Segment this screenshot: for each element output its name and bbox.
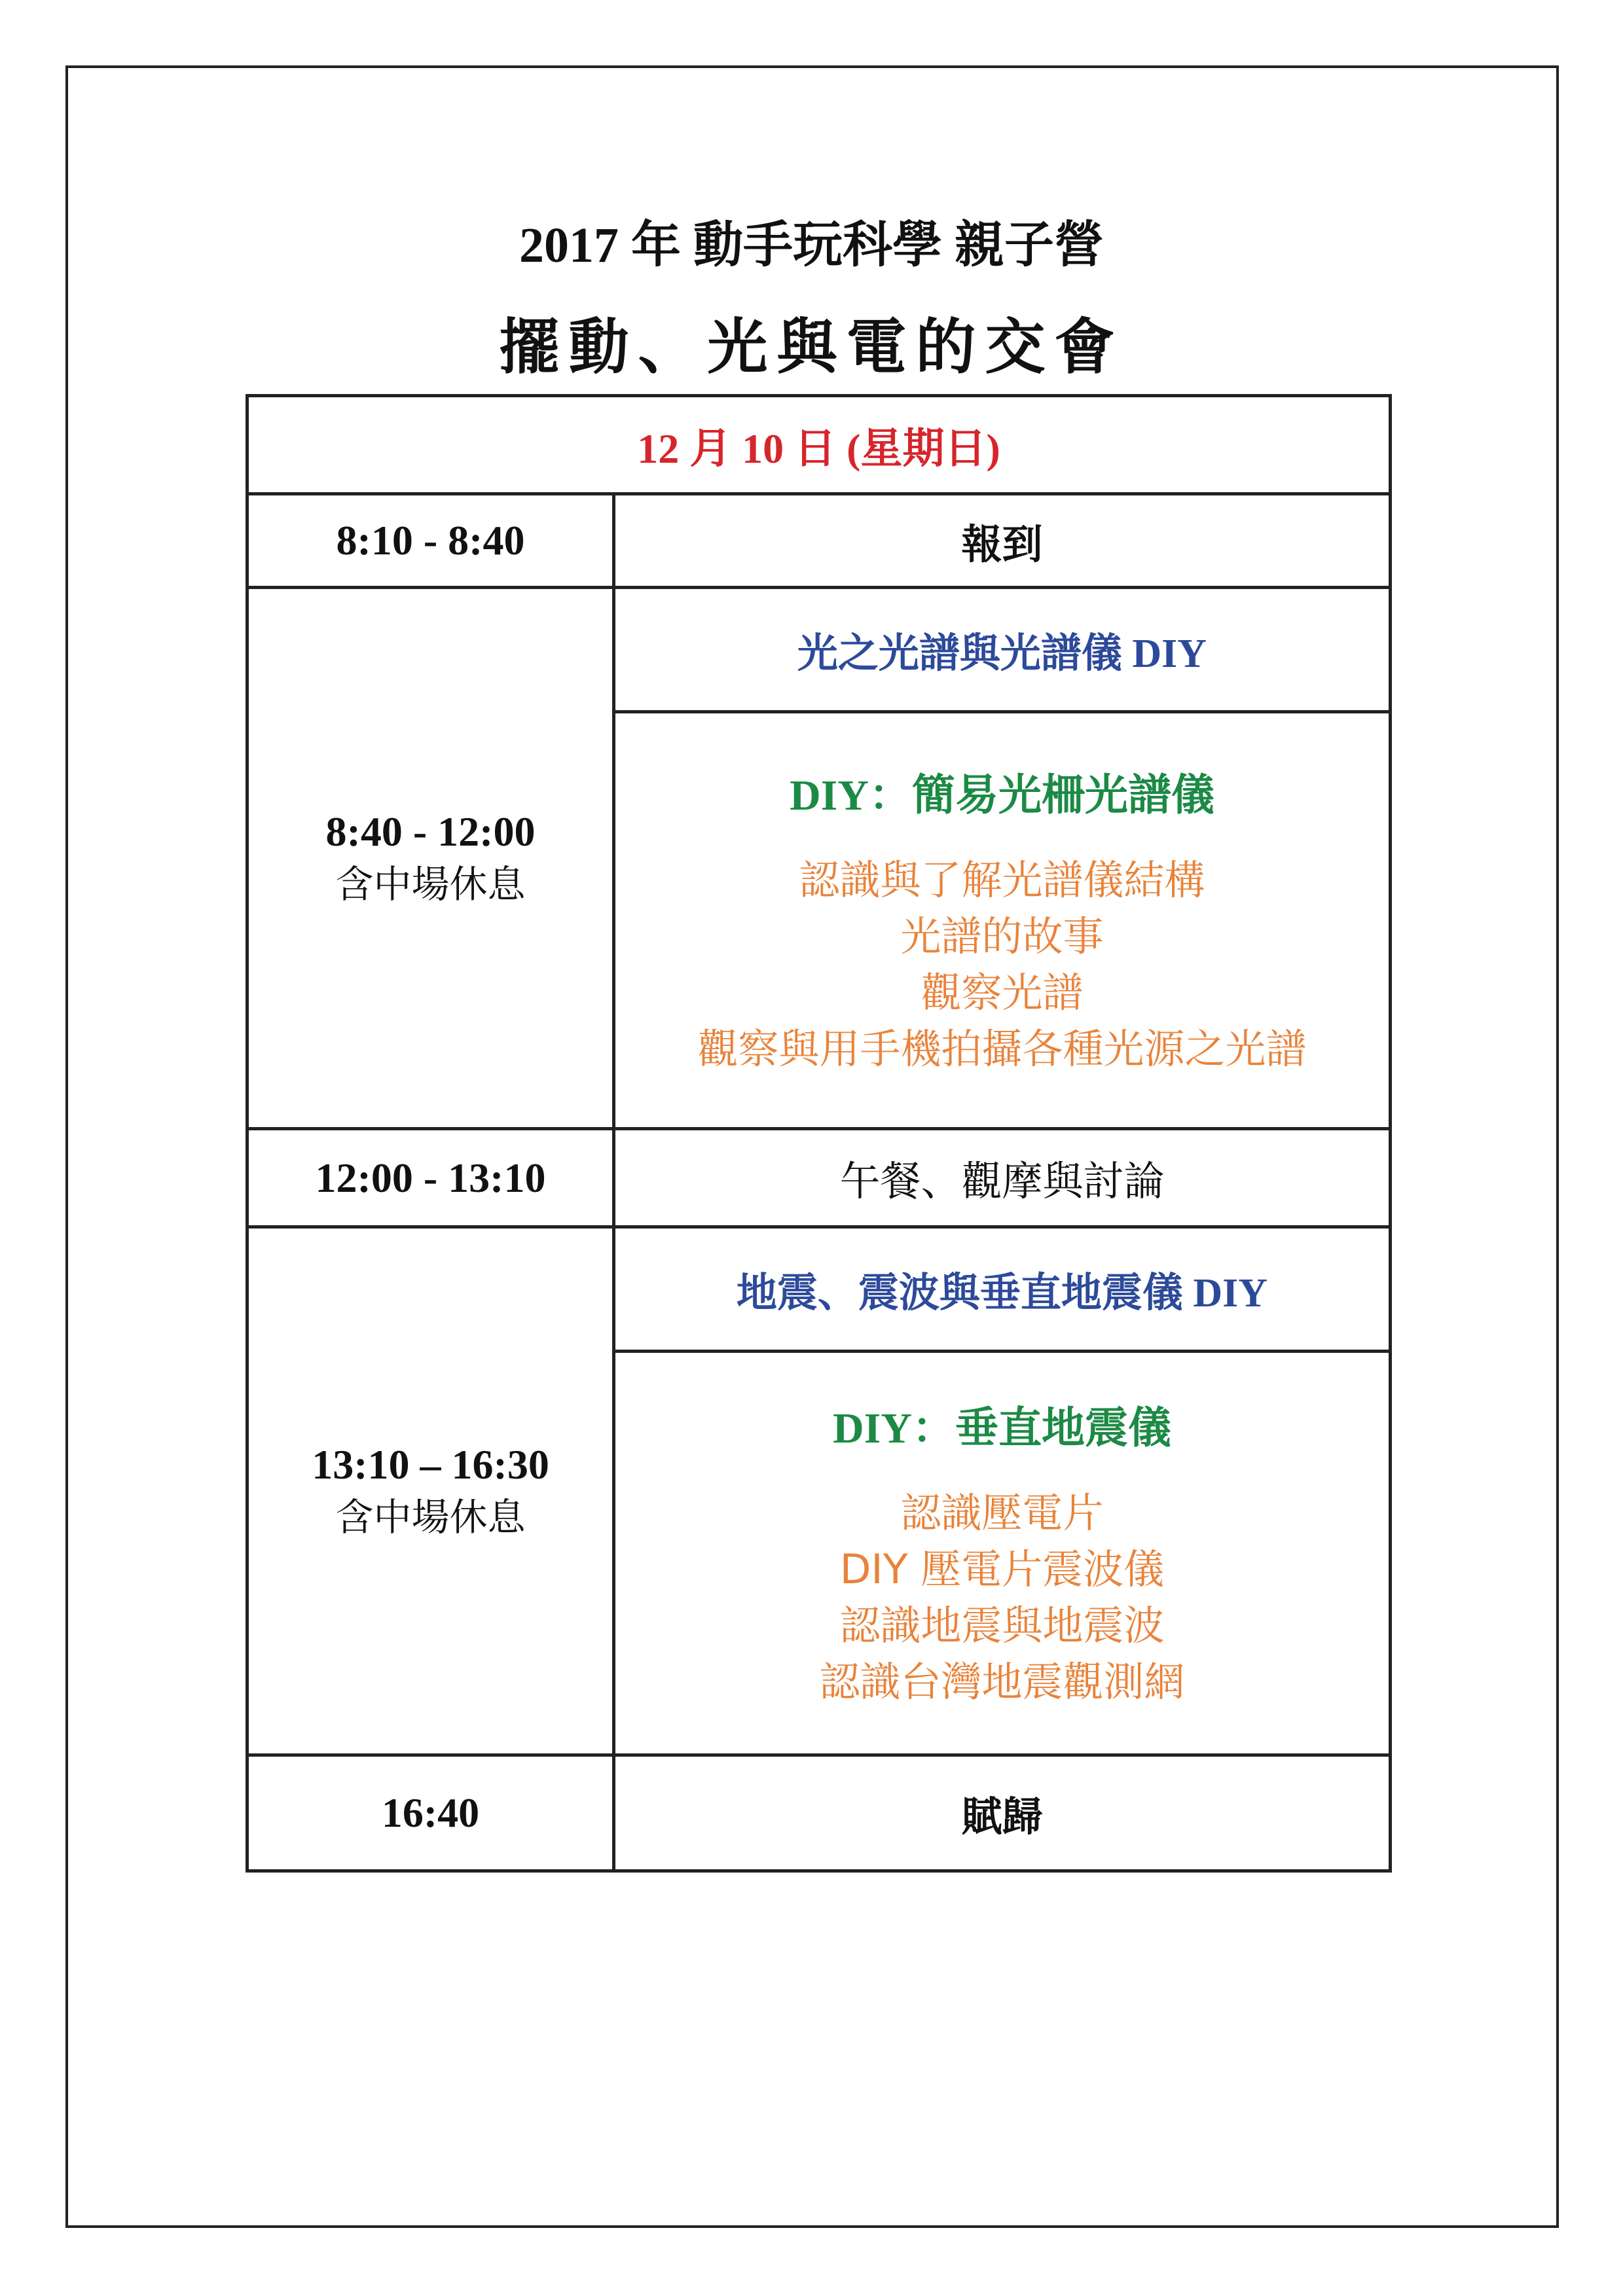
time-slot-checkin: 8:10 - 8:40 [247,494,614,588]
schedule-date: 12 月 10 日 (星期日) [247,396,1391,494]
time-slot-lunch: 12:00 - 13:10 [247,1129,614,1227]
list-item: 認識與了解光譜儀結構 [799,856,1205,904]
diy-spectrometer-details [614,712,1391,1129]
time-range: 8:40 - 12:00 [325,808,536,855]
list-item: 認識壓電片 [900,1489,1104,1537]
table-row [247,1227,1391,1352]
break-note: 含中場休息 [335,862,526,906]
table-row [247,494,1391,588]
table-row [247,588,1391,712]
event-title: 2017 年 動手玩科學 親子營 [519,218,1104,273]
activity-checkin: 報到 [614,494,1391,588]
table-row [247,1755,1391,1871]
diy-title: DIY：垂直地震儀 [832,1405,1171,1452]
activity-return-home: 賦歸 [614,1755,1391,1871]
time-slot-morning [247,588,614,1129]
diy-title: DIY：簡易光柵光譜儀 [789,772,1214,819]
activity-lunch: 午餐、觀摩與討論 [614,1129,1391,1227]
time-range: 13:10 – 16:30 [312,1441,549,1488]
time-slot-end: 16:40 [247,1755,614,1871]
date-row [247,396,1391,494]
list-item: 認識地震與地震波 [839,1602,1165,1649]
list-item: 光譜的故事 [900,912,1104,960]
table-row [247,1129,1391,1227]
topic-spectrum: 光之光譜與光譜儀 DIY [614,588,1391,712]
schedule-table [246,394,1392,1873]
list-item: DIY 壓電片震波儀 [839,1545,1165,1593]
break-note: 含中場休息 [335,1495,526,1539]
time-slot-afternoon [247,1227,614,1755]
topic-seismograph: 地震、震波與垂直地震儀 DIY [614,1227,1391,1352]
list-item: 觀察光譜 [921,969,1084,1016]
list-item: 認識台灣地震觀測網 [819,1658,1185,1706]
event-subtitle: 擺動、光與電的交會 [499,312,1124,382]
diy-seismograph-details [614,1352,1391,1755]
list-item: 觀察與用手機拍攝各種光源之光譜 [697,1025,1307,1073]
